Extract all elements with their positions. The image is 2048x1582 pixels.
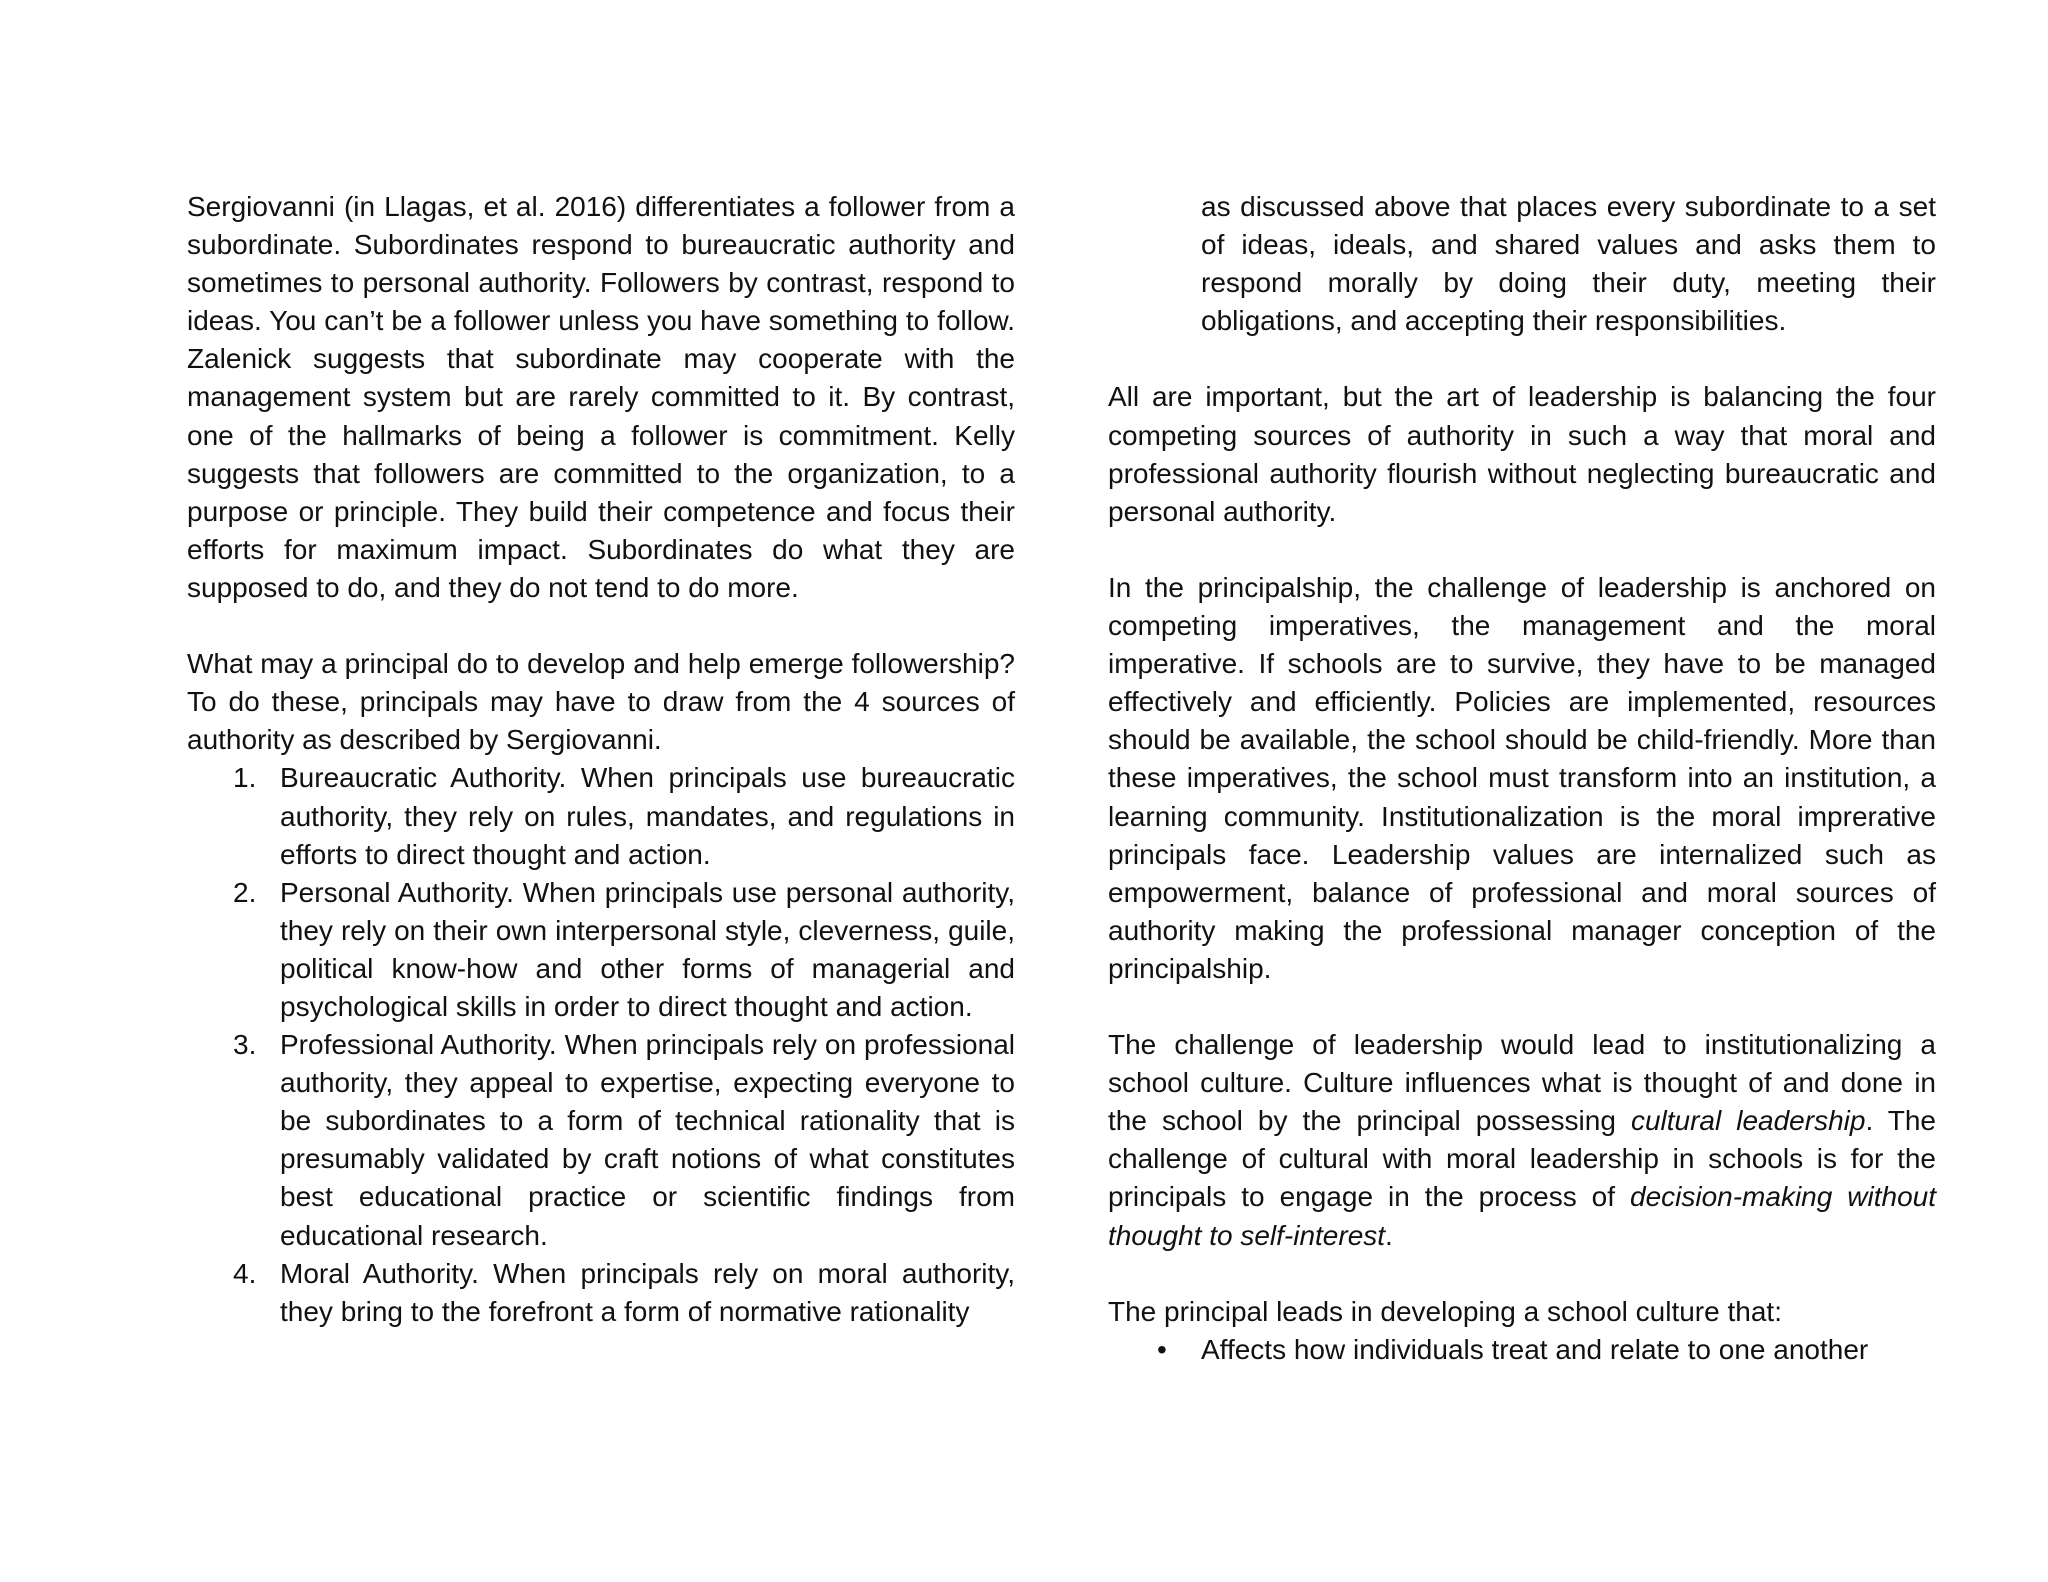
list-number: 1. bbox=[233, 762, 257, 794]
italic-term-cultural-leadership: cultural leadership bbox=[1630, 1105, 1866, 1137]
paragraph-gap bbox=[1108, 1255, 1936, 1293]
paragraph-principal-leads: The principal leads in developing a school culture that: bbox=[1108, 1295, 1782, 1327]
bullet-text: Affects how individuals treat and relate to one another bbox=[1201, 1333, 1869, 1365]
text-run: . The challenge of cultural with moral leadership in schools is for the principals to engage in the process of bbox=[1108, 1105, 1936, 1213]
italic-term-decision-making: decision-making without thought to self-interest bbox=[1108, 1181, 1937, 1251]
paragraph-art-of-leadership: All are important, but the art of leadership is balancing the four competing sources of authority in such a way that moral and professional authority flourish without neglecting bureaucratic and personal authority. bbox=[1108, 381, 1936, 527]
text-run: The challenge of leadership would lead to institutionalizing a school culture. Culture influences what is thought of and done in the school by the principal possessing bbox=[1108, 1029, 1936, 1137]
list-item-text: Professional Authority. When principals rely on professional authority, they appeal to expertise, expecting everyone to be subordinates to a form of technical rationality that is presumably validated by craft notions of what constitutes best educational practice or scientific findings from educational research. bbox=[280, 1029, 1015, 1251]
paragraph-principalship-challenge: In the principalship, the challenge of leadership is anchored on competing imperatives, the management and the moral imperative. If schools are to survive, they have to be managed effectively and efficiently. Policies are implemented, resources should be available, the school should be child-friendly. More than these imperatives, the school must transform into an institution, a learning community. Institutionalization is the moral imprerative principals face. Leadership values are internalized such as empowerment, balance of professional and moral sources of authority making the professional manager conception of the principalship. bbox=[1108, 571, 1936, 984]
list-item-professional-authority bbox=[187, 1026, 1015, 1255]
culture-bullet-list bbox=[1108, 1331, 1936, 1369]
paragraph-gap bbox=[1108, 988, 1936, 1026]
moral-authority-continuation: as discussed above that places every subordinate to a set of ideas, ideals, and shared values and asks them to respond morally by doing their duty, meeting their obligations, and accepting their responsibilities. bbox=[1201, 191, 1936, 337]
list-item-moral-authority bbox=[187, 1255, 1015, 1331]
paragraph-gap bbox=[1108, 340, 1936, 378]
paragraph-school-culture bbox=[1108, 1026, 1936, 1255]
list-item-bureaucratic-authority bbox=[187, 759, 1015, 873]
bullet-item bbox=[1108, 1331, 1936, 1369]
left-column bbox=[187, 188, 1015, 1331]
bullet-marker: • bbox=[1157, 1333, 1167, 1365]
list-item-text: Personal Authority. When principals use personal authority, they rely on their own interpersonal style, cleverness, guile, political know-how and other forms of managerial and psychological skills in order to direct thought and action. bbox=[280, 876, 1015, 1022]
authority-list bbox=[187, 759, 1015, 1330]
list-item-personal-authority bbox=[187, 874, 1015, 1026]
list-number: 4. bbox=[233, 1257, 257, 1289]
text-run: . bbox=[1385, 1219, 1393, 1251]
right-column bbox=[1108, 188, 1936, 1369]
list-item-text: Bureaucratic Authority. When principals use bureaucratic authority, they rely on rules, mandates, and regulations in efforts to direct thought and action. bbox=[280, 762, 1015, 870]
paragraph-gap bbox=[1108, 531, 1936, 569]
paragraph-follower-vs-subordinate: Sergiovanni (in Llagas, et al. 2016) differentiates a follower from a subordinate. Subordinates respond to bureaucratic authority and sometimes to personal authority. Followers by contrast, respond to ideas. You can’t be a follower unless you have something to follow. Zalenick suggests that subordinate may cooperate with the management system but are rarely committed to it. By contrast, one of the hallmarks of being a follower is commitment. Kelly suggests that followers are committed to the organization, to a purpose or principle. They build their competence and focus their efforts for maximum impact. Subordinates do what they are supposed to do, and they do not tend to do more. bbox=[187, 191, 1015, 603]
list-number: 3. bbox=[233, 1029, 257, 1061]
list-item-text: Moral Authority. When principals rely on moral authority, they bring to the forefront a form of normative rationality bbox=[280, 1257, 1015, 1327]
list-number: 2. bbox=[233, 876, 257, 908]
paragraph-gap bbox=[187, 607, 1015, 645]
paragraph-followership-question: What may a principal do to develop and help emerge followership? To do these, principals may have to draw from the 4 sources of authority as described by Sergiovanni. bbox=[187, 648, 1015, 756]
